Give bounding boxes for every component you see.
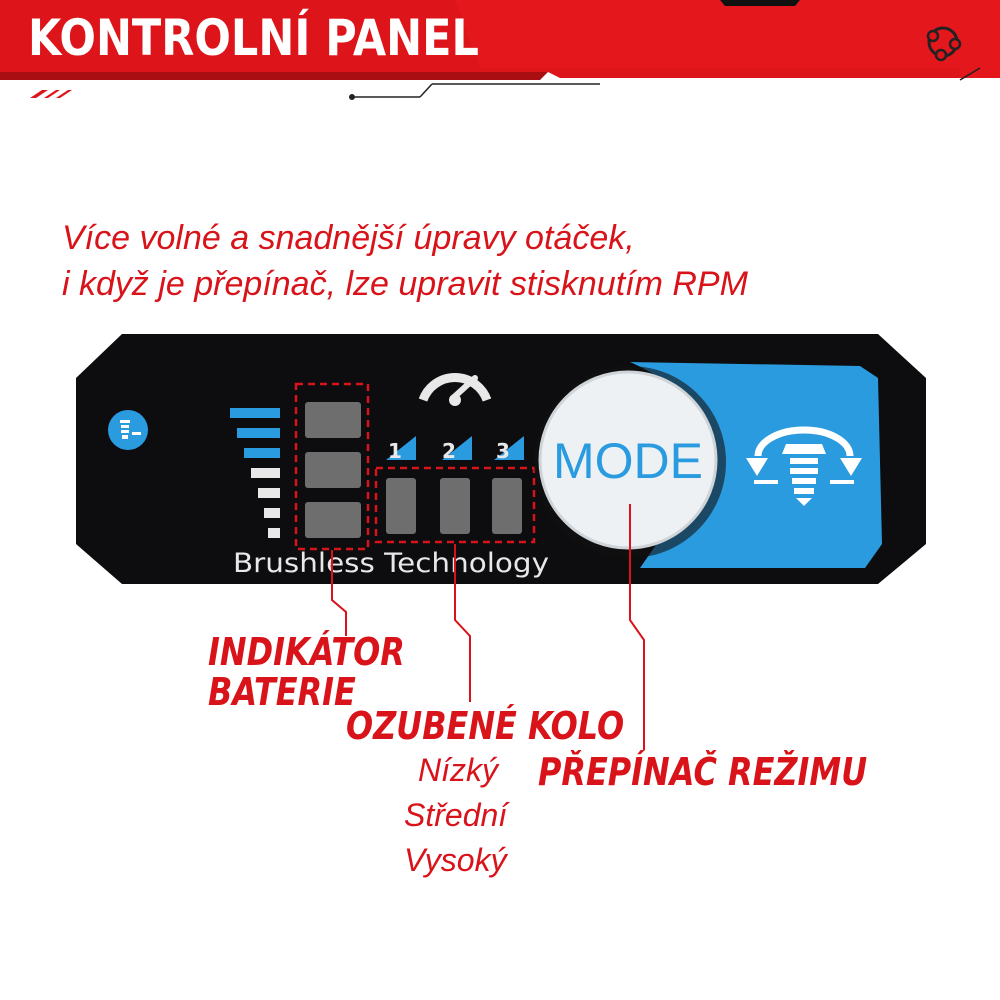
page-title: KONTROLNÍ PANEL — [28, 9, 479, 67]
gear-label: OZUBENÉ KOLO — [346, 704, 625, 748]
mode-switch-label: PŘEPÍNAČ REŽIMU — [538, 750, 868, 794]
gear-level-low: Nízký — [418, 752, 498, 788]
gear-number-1: 1 — [388, 439, 402, 463]
control-panel — [70, 332, 930, 588]
gear-number-3: 3 — [496, 439, 510, 463]
battery-led-windows — [305, 402, 361, 538]
gear-level-high: Vysoký — [404, 842, 507, 878]
gear-number-2: 2 — [442, 439, 456, 463]
tagline-line-1: Více volné a snadnější úpravy otáček, — [62, 219, 635, 257]
mode-button[interactable] — [534, 366, 726, 558]
battery-indicator-label-line-1: INDIKÁTOR — [208, 630, 405, 674]
tagline-line-2: i když je přepínač, lze upravit stisknutím RPM — [62, 265, 748, 303]
mode-button-label: MODE — [553, 433, 703, 489]
gear-level-medium: Střední — [404, 797, 508, 833]
screw-badge-icon — [108, 410, 148, 450]
battery-indicator-label-line-2: BATERIE — [208, 670, 356, 714]
gear-led-windows — [386, 478, 522, 534]
brand-text: Brushless Technology — [233, 548, 550, 579]
